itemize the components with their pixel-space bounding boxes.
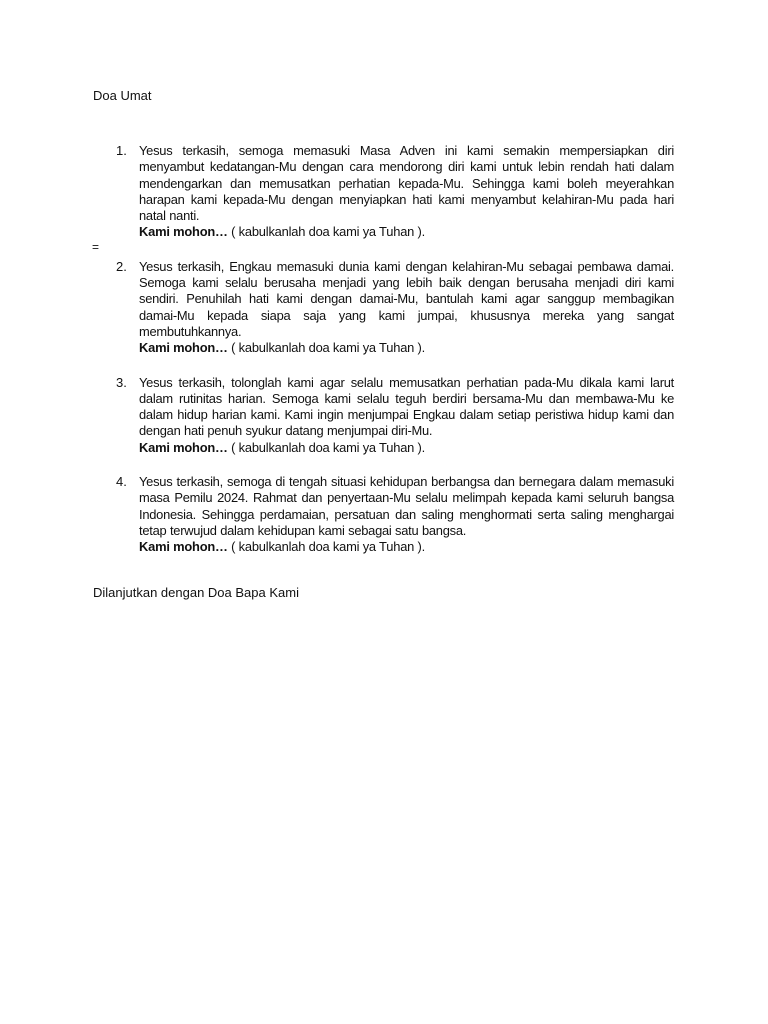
prayer-text: Yesus terkasih, semoga memasuki Masa Adven ini kami semakin mempersiapkan diri menyambut kedatangan-Mu dengan cara mendorong diri kami untuk lebin rendah hati dalam mendengarkan dan memusatkan perhatian kepada-Mu. Sehingga kami boleh meyerahkan harapan kami kepada-Mu dengan menyiapkan hati kami menyambut kelahiran-Mu pada hari natal nanti. bbox=[139, 143, 674, 224]
stray-mark: = bbox=[92, 240, 100, 254]
response-lead: Kami mohon… bbox=[139, 439, 228, 455]
response-lead: Kami mohon… bbox=[139, 224, 228, 240]
prayer-number: 1. bbox=[116, 143, 127, 158]
prayer-response bbox=[139, 440, 674, 456]
prayer-response bbox=[139, 224, 674, 240]
prayer-response bbox=[139, 340, 674, 356]
prayer-item-1 bbox=[116, 143, 674, 241]
prayer-text: Yesus terkasih, Engkau memasuki dunia kami dengan kelahiran-Mu sebagai pembawa damai. Semoga kami selalu berusaha menjadi yang lebih baik dengan berusaha menjadi diri kami sendiri. Penuhilah hati kami dengan damai-Mu, bantulah kami agar sanggup membagikan damai-Mu kepada siapa saja yang kami jumpai, khususnya mereka yang sangat membutuhkannya. bbox=[139, 258, 674, 339]
prayer-list bbox=[116, 143, 674, 574]
prayer-number: 4. bbox=[116, 474, 127, 490]
prayer-item-4 bbox=[116, 474, 674, 555]
response-rest: ( kabulkanlah doa kami ya Tuhan ). bbox=[227, 224, 425, 240]
prayer-response bbox=[139, 539, 674, 555]
prayer-item-3 bbox=[116, 375, 674, 456]
response-rest: ( kabulkanlah doa kami ya Tuhan ). bbox=[227, 539, 425, 555]
response-rest: ( kabulkanlah doa kami ya Tuhan ). bbox=[227, 439, 425, 455]
closing-line: Dilanjutkan dengan Doa Bapa Kami bbox=[93, 585, 299, 600]
prayer-text: Yesus terkasih, semoga di tengah situasi kehidupan berbangsa dan bernegara dalam memasuki masa Pemilu 2024. Rahmat dan penyertaan-Mu selalu melimpah kepada kami seluruh bangsa Indonesia. Sehingga perdamaian, persatuan dan saling menghormati serta saling menghargai tetap terwujud dalam kehidupan kami sebagai satu bangsa. bbox=[139, 474, 674, 538]
response-rest: ( kabulkanlah doa kami ya Tuhan ). bbox=[227, 340, 425, 356]
response-lead: Kami mohon… bbox=[139, 539, 228, 555]
prayer-number: 2. bbox=[116, 258, 127, 274]
response-lead: Kami mohon… bbox=[139, 340, 228, 356]
document-title: Doa Umat bbox=[93, 88, 152, 103]
prayer-text: Yesus terkasih, tolonglah kami agar selalu memusatkan perhatian pada-Mu dikala kami larut dalam rutinitas harian. Semoga kami selalu teguh berdiri bersama-Mu dan membawa-Mu ke dalam hidup harian kami. Kami ingin menjumpai Engkau dalam setiap peristiwa hidup kami dan dengan hati penuh syukur datang menjumpai diri-Mu. bbox=[139, 374, 674, 439]
prayer-number: 3. bbox=[116, 374, 127, 390]
prayer-item-2 bbox=[116, 259, 674, 357]
